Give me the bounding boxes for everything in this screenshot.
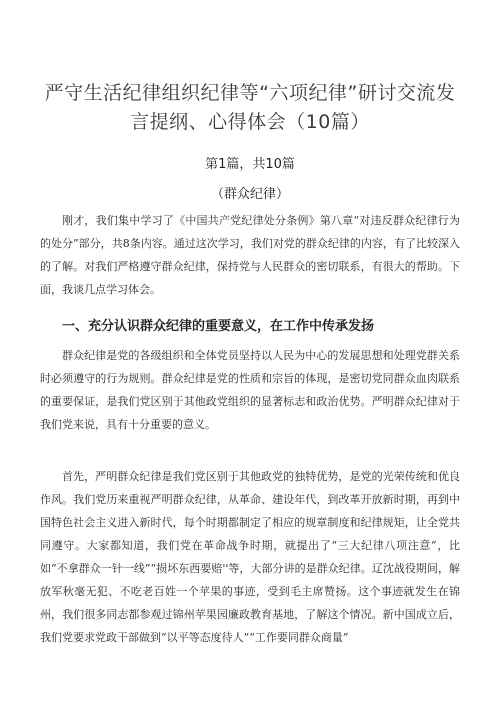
paragraph-definition: 群众纪律是党的各级组织和全体党员坚持以人民为中心的发展思想和处理党群关系时必须遵守的行为规则。群众纪律是党的性质和宗旨的体现，是密切党同群众血肉联系的重要保证，是我们党区别于其他政党组织的显著标志和政治优势。严明群众纪律对于我们党来说，具有十分重要的意义。: [40, 349, 460, 431]
section-subtitle: （群众纪律）: [210, 187, 289, 202]
chapter-label: 第1篇，共10篇: [205, 157, 295, 172]
paragraph-first-point: 首先，严明群众纪律是我们党区别于其他政党的独特优势，是党的光荣传统和优良作风。我们党历来重视严明群众纪律，从革命、建设年代，到改革开放新时期，再到中国特色社会主义进入新时代，每个时期都制定了相应的规章制度和纪律规矩，让全党共同遵守。大家都知道，我们党在革命战争时期，就提出了“三大纪律八项注意”，比如“不拿群众一针一线”“损坏东西要赔''等，大部分讲的是群众纪律。辽沈战役期间，解放军秋毫无犯、不吃老百姓一个苹果的事迹，受到毛主席赞扬。这个事迹就发生在锦州，我们很多同志都参观过锦州苹果园廉政教育基地，了解这个情况。新中国成立后，我们党要求党政干部做到“以平等态度待人”“工作要同群众商量”: [40, 470, 460, 644]
section-heading: 一、充分认识群众纪律的重要意义，在工作中传承发扬: [62, 319, 375, 334]
paragraph-intro: 刚才，我们集中学习了《中国共产党纪律处分条例》第八章“对违反群众纪律行为的处分”部分，共8条内容。通过这次学习，我们对党的群众纪律的内容，有了比较深入的了解。对我们严格遵守群众纪律，保持党与人民群众的密切联系，有很大的帮助。下面，我谈几点学习体会。: [40, 214, 460, 296]
document-title: 严守生活纪律组织纪律等“六项纪律”研讨交流发言提纲、心得体会（10篇）: [44, 81, 456, 133]
